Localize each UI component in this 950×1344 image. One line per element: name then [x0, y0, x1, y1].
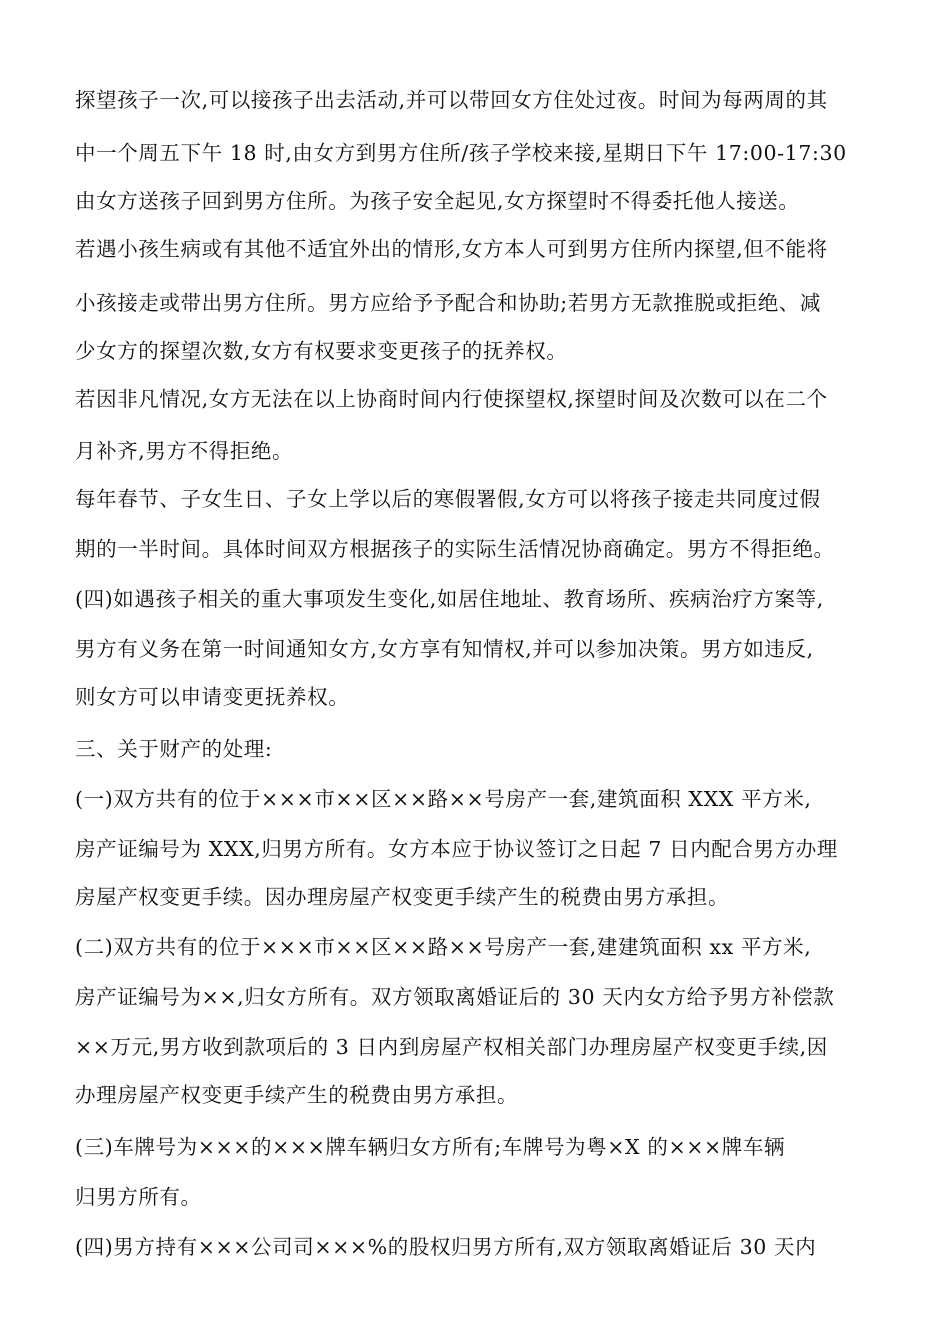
text-line: (四)如遇孩子相关的重大事项发生变化,如居住地址、教育场所、疾病治疗方案等, — [75, 587, 824, 611]
text-line: ××万元,男方收到款项后的 3 日内到房屋产权相关部门办理房屋产权变更手续,因 — [75, 1035, 828, 1059]
text-line: 若因非凡情况,女方无法在以上协商时间内行使探望权,探望时间及次数可以在二个 — [75, 387, 828, 411]
text-line: 中一个周五下午 18 时,由女方到男方住所/孩子学校来接,星期日下午 17:00-17:30 — [75, 141, 847, 165]
text-line: 若遇小孩生病或有其他不适宜外出的情形,女方本人可到男方住所内探望,但不能将 — [75, 237, 828, 261]
text-line: 男方有义务在第一时间通知女方,女方享有知情权,并可以参加决策。男方如违反, — [75, 637, 814, 661]
section-heading: 三、关于财产的处理: — [75, 737, 273, 761]
text-line: 房产证编号为 XXX,归男方所有。女方本应于协议签订之日起 7 日内配合男方办理 — [75, 837, 838, 861]
text-line: 小孩接走或带出男方住所。男方应给予予配合和协助;若男方无款推脱或拒绝、减 — [75, 291, 822, 315]
text-line: 房屋产权变更手续。因办理房屋产权变更手续产生的税费由男方承担。 — [75, 885, 730, 909]
text-line: 由女方送孩子回到男方住所。为孩子安全起见,女方探望时不得委托他人接送。 — [75, 189, 800, 213]
text-line: 探望孩子一次,可以接孩子出去活动,并可以带回女方住处过夜。时间为每两周的其 — [75, 88, 828, 112]
text-line: 办理房屋产权变更手续产生的税费由男方承担。 — [75, 1083, 519, 1107]
text-line: 房产证编号为××,归女方所有。双方领取离婚证后的 30 天内女方给予男方补偿款 — [75, 985, 835, 1009]
text-line: 则女方可以申请变更抚养权。 — [75, 685, 350, 709]
text-line: 少女方的探望次数,女方有权要求变更孩子的抚养权。 — [75, 339, 568, 363]
text-line: (一)双方共有的位于×××市××区××路××号房产一套,建筑面积 XXX 平方米, — [75, 787, 812, 811]
text-line: 归男方所有。 — [75, 1185, 202, 1209]
text-line: 月补齐,男方不得拒绝。 — [75, 439, 294, 463]
text-line: 每年春节、子女生日、子女上学以后的寒假署假,女方可以将孩子接走共同度过假 — [75, 487, 821, 511]
text-line: (二)双方共有的位于×××市××区××路××号房产一套,建建筑面积 xx 平方米, — [75, 935, 812, 959]
text-line: 期的一半时间。具体时间双方根据孩子的实际生活情况协商确定。男方不得拒绝。 — [75, 537, 835, 561]
text-line: (四)男方持有×××公司司×××%的股权归男方所有,双方领取离婚证后 30 天内 — [75, 1235, 817, 1259]
text-line: (三)车牌号为×××的×××牌车辆归女方所有;车牌号为粤×X 的×××牌车辆 — [75, 1135, 786, 1159]
